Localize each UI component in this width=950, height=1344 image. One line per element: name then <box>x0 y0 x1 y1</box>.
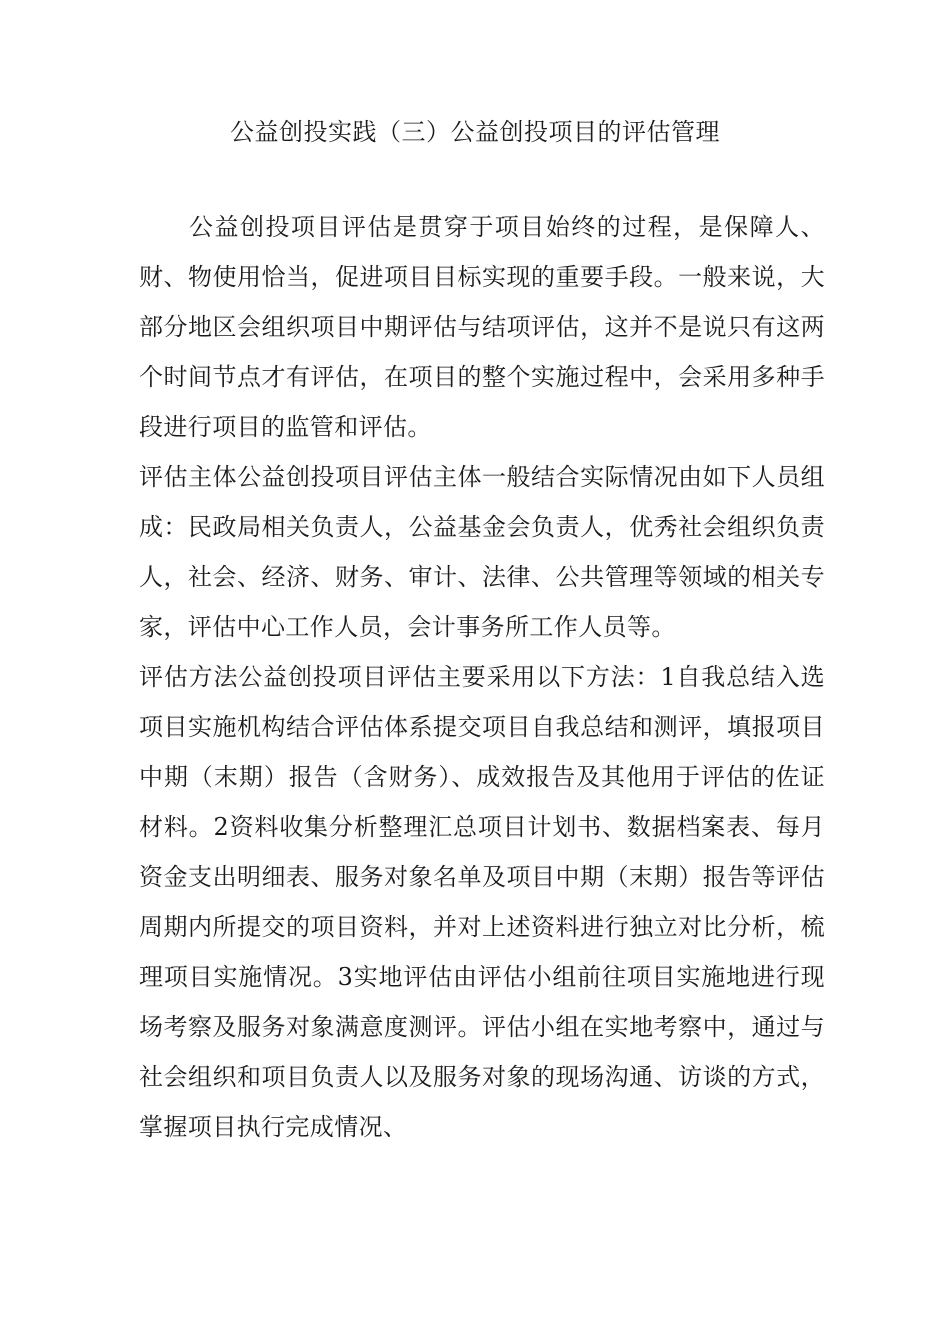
document-title: 公益创投实践（三）公益创投项目的评估管理 <box>230 118 720 146</box>
paragraph-evaluation-method: 评估方法公益创投项目评估主要采用以下方法：1自我总结入选项目实施机构结合评估体系提交项目自我总结和测评，填报项目中期（末期）报告（含财务）、成效报告及其他用于评估的佐证材料。2资料收集分析整理汇总项目计划书、数据档案表、每月资金支出明细表、服务对象名单及项目中期（末期）报告等评估周期内所提交的项目资料，并对上述资料进行独立对比分析，梳理项目实施情况。3实地评估由评估小组前往项目实施地进行现场考察及服务对象满意度测评。评估小组在实地考察中，通过与社会组织和项目负责人以及服务对象的现场沟通、访谈的方式，掌握项目执行完成情况、 <box>139 663 825 1141</box>
document-body <box>139 202 825 1152</box>
paragraph-evaluation-subject: 评估主体公益创投项目评估主体一般结合实际情况由如下人员组成：民政局相关负责人，公益基金会负责人，优秀社会组织负责人，社会、经济、财务、审计、法律、公共管理等领域的相关专家，评估中心工作人员，会计事务所工作人员等。 <box>139 463 825 641</box>
paragraph-intro: 公益创投项目评估是贯穿于项目始终的过程，是保障人、财、物使用恰当，促进项目目标实现的重要手段。一般来说，大部分地区会组织项目中期评估与结项评估，这并不是说只有这两个时间节点才有评估，在项目的整个实施过程中，会采用多种手段进行项目的监管和评估。 <box>139 213 825 441</box>
